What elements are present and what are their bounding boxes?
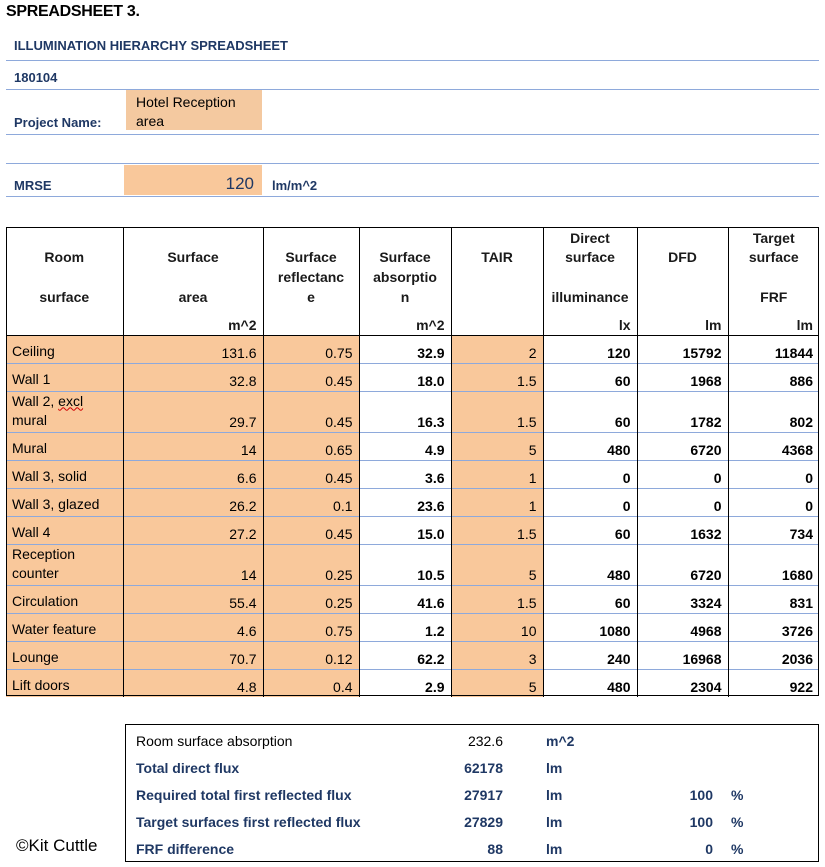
- summary-value: 88: [487, 841, 503, 857]
- direct-illuminance-cell[interactable]: 1080: [543, 613, 637, 641]
- divider-line: [6, 60, 819, 61]
- mrse-value-cell[interactable]: [124, 165, 262, 195]
- surface-reflectance-cell[interactable]: 0.1: [263, 488, 359, 516]
- room-surface-cell[interactable]: Ceiling: [6, 335, 123, 363]
- summary-value: 232.6: [467, 733, 503, 749]
- summary-box: [125, 724, 819, 862]
- tair-cell[interactable]: 1.5: [451, 363, 543, 391]
- dfd-cell[interactable]: 15792: [637, 335, 728, 363]
- surface-absorption-cell[interactable]: 16.3: [359, 391, 451, 432]
- room-name-line-2: mural: [12, 411, 48, 428]
- target-frf-cell[interactable]: 802: [728, 391, 819, 432]
- target-frf-cell[interactable]: 0: [728, 460, 819, 488]
- summary-unit: lm: [546, 841, 563, 857]
- summary-unit: lm: [546, 760, 563, 776]
- spreadsheet-subtitle: ILLUMINATION HIERARCHY SPREADSHEET: [14, 38, 288, 53]
- direct-illuminance-cell[interactable]: 0: [543, 460, 637, 488]
- direct-illuminance-cell[interactable]: 60: [543, 516, 637, 544]
- header-unit: m^2: [416, 316, 445, 333]
- surface-area-cell[interactable]: 27.2: [123, 516, 263, 544]
- table-border: [6, 227, 819, 696]
- surface-absorption-cell[interactable]: 4.9: [359, 432, 451, 460]
- summary-value: 62178: [464, 760, 503, 776]
- header-surface-area: Surface area m^2: [123, 227, 263, 335]
- room-name-line-1: Reception: [12, 545, 76, 562]
- divider-line: [6, 163, 819, 164]
- room-surface-cell[interactable]: Wall 4: [6, 516, 123, 544]
- header-tair: TAIR: [451, 227, 543, 335]
- surface-reflectance-cell[interactable]: 0.45: [263, 516, 359, 544]
- dfd-cell[interactable]: 1968: [637, 363, 728, 391]
- room-surface-cell[interactable]: Lift doors: [6, 669, 123, 697]
- header-target-surface-frf: Target surface FRF lm: [728, 227, 819, 335]
- surface-absorption-cell[interactable]: 23.6: [359, 488, 451, 516]
- project-name-cell[interactable]: [126, 90, 262, 130]
- header-surface-reflectance: Surface reflectanc e: [263, 227, 359, 335]
- summary-value: 27917: [464, 787, 503, 803]
- room-surface-cell[interactable]: Wall 1: [6, 363, 123, 391]
- target-frf-cell[interactable]: 886: [728, 363, 819, 391]
- summary-row: [126, 783, 818, 810]
- room-surface-cell[interactable]: Wall 3, solid: [6, 460, 123, 488]
- direct-illuminance-cell[interactable]: 240: [543, 641, 637, 669]
- dfd-cell[interactable]: 3324: [637, 585, 728, 613]
- sheet-code: 180104: [14, 70, 58, 85]
- dfd-cell[interactable]: 0: [637, 460, 728, 488]
- room-surface-cell[interactable]: Circulation: [6, 585, 123, 613]
- header-unit: m^2: [228, 316, 257, 333]
- copyright-notice: ©Kit Cuttle: [16, 836, 98, 855]
- surface-area-cell[interactable]: 14: [123, 544, 263, 585]
- surface-reflectance-cell[interactable]: 0.4: [263, 669, 359, 697]
- direct-illuminance-cell[interactable]: 480: [543, 544, 637, 585]
- tair-cell[interactable]: 5: [451, 669, 543, 697]
- summary-percent: 100: [689, 814, 713, 830]
- summary-percent: 100: [689, 787, 713, 803]
- surface-area-cell[interactable]: 32.8: [123, 363, 263, 391]
- room-surface-cell[interactable]: Wall 3, glazed: [6, 488, 123, 516]
- surface-reflectance-cell[interactable]: 0.25: [263, 544, 359, 585]
- direct-illuminance-cell[interactable]: 60: [543, 585, 637, 613]
- header-unit: lx: [618, 316, 631, 333]
- header-unit: lm: [705, 316, 722, 333]
- surface-reflectance-cell[interactable]: 0.45: [263, 391, 359, 432]
- header-direct-surface-illuminance: Direct surface illuminance lx: [543, 227, 637, 335]
- header-unit: lm: [796, 316, 813, 333]
- summary-label: FRF difference: [136, 841, 235, 857]
- target-frf-cell[interactable]: 831: [728, 585, 819, 613]
- surface-area-cell[interactable]: 55.4: [123, 585, 263, 613]
- tair-cell[interactable]: 10: [451, 613, 543, 641]
- tair-cell[interactable]: 1.5: [451, 516, 543, 544]
- surface-area-cell[interactable]: 6.6: [123, 460, 263, 488]
- room-name-line-1: Wall 2,: [12, 392, 59, 409]
- summary-label: Room surface absorption: [136, 733, 293, 749]
- divider-line: [6, 196, 819, 197]
- summary-row: [126, 810, 818, 837]
- direct-illuminance-cell[interactable]: 120: [543, 335, 637, 363]
- summary-percent-unit: %: [731, 814, 744, 830]
- mrse-label: MRSE: [14, 178, 52, 193]
- header-room-surface: Room surface: [6, 227, 123, 335]
- surface-area-cell[interactable]: 131.6: [123, 335, 263, 363]
- tair-cell[interactable]: 1: [451, 460, 543, 488]
- summary-percent: 0: [705, 841, 713, 857]
- target-frf-cell[interactable]: 2036: [728, 641, 819, 669]
- summary-label: Total direct flux: [136, 760, 240, 776]
- header-dfd: DFD lm: [637, 227, 728, 335]
- direct-illuminance-cell[interactable]: 0: [543, 488, 637, 516]
- surface-reflectance-cell[interactable]: 0.75: [263, 613, 359, 641]
- direct-illuminance-cell[interactable]: 480: [543, 669, 637, 697]
- surface-reflectance-cell[interactable]: 0.75: [263, 335, 359, 363]
- target-frf-cell[interactable]: 0: [728, 488, 819, 516]
- dfd-cell[interactable]: 1632: [637, 516, 728, 544]
- surface-area-cell[interactable]: 29.7: [123, 391, 263, 432]
- surface-area-cell[interactable]: 26.2: [123, 488, 263, 516]
- summary-row: [126, 729, 818, 756]
- dfd-cell[interactable]: 6720: [637, 544, 728, 585]
- surface-reflectance-cell[interactable]: 0.45: [263, 363, 359, 391]
- summary-percent-unit: %: [731, 787, 744, 803]
- target-frf-cell[interactable]: 4368: [728, 432, 819, 460]
- dfd-cell[interactable]: 2304: [637, 669, 728, 697]
- surface-area-cell[interactable]: 70.7: [123, 641, 263, 669]
- target-frf-cell[interactable]: 11844: [728, 335, 819, 363]
- surface-reflectance-cell[interactable]: 0.65: [263, 432, 359, 460]
- dfd-cell[interactable]: 1782: [637, 391, 728, 432]
- surface-absorption-cell[interactable]: 10.5: [359, 544, 451, 585]
- direct-illuminance-cell[interactable]: 480: [543, 432, 637, 460]
- tair-cell[interactable]: 5: [451, 432, 543, 460]
- surface-absorption-cell[interactable]: 1.2: [359, 613, 451, 641]
- summary-unit: lm: [546, 787, 563, 803]
- summary-unit: lm: [546, 814, 563, 830]
- summary-label: Required total first reflected flux: [136, 787, 352, 803]
- project-name-label: Project Name:: [14, 115, 102, 130]
- sheet-title: SPREADSHEET 3.: [6, 3, 140, 20]
- surface-reflectance-cell[interactable]: 0.12: [263, 641, 359, 669]
- header-surface-absorption: Surface absorptio n m^2: [359, 227, 451, 335]
- target-frf-cell[interactable]: 3726: [728, 613, 819, 641]
- surface-absorption-cell[interactable]: 41.6: [359, 585, 451, 613]
- dfd-cell[interactable]: 16968: [637, 641, 728, 669]
- surface-absorption-cell[interactable]: 18.0: [359, 363, 451, 391]
- surface-area-cell[interactable]: 4.8: [123, 669, 263, 697]
- summary-row: [126, 756, 818, 783]
- room-name-line-2: counter: [12, 564, 59, 581]
- surface-absorption-cell[interactable]: 62.2: [359, 641, 451, 669]
- dfd-cell[interactable]: 6720: [637, 432, 728, 460]
- surface-area-cell[interactable]: 14: [123, 432, 263, 460]
- summary-label: Target surfaces first reflected flux: [136, 814, 361, 830]
- summary-row: [126, 837, 818, 864]
- surface-reflectance-cell[interactable]: 0.45: [263, 460, 359, 488]
- direct-illuminance-cell[interactable]: 60: [543, 363, 637, 391]
- dfd-cell[interactable]: 0: [637, 488, 728, 516]
- mrse-unit: lm/m^2: [272, 178, 318, 193]
- surface-absorption-cell[interactable]: 32.9: [359, 335, 451, 363]
- room-surface-cell[interactable]: Lounge: [6, 641, 123, 669]
- surface-absorption-cell[interactable]: 15.0: [359, 516, 451, 544]
- target-frf-cell[interactable]: 734: [728, 516, 819, 544]
- target-frf-cell[interactable]: 1680: [728, 544, 819, 585]
- surface-absorption-cell[interactable]: 3.6: [359, 460, 451, 488]
- summary-unit: m^2: [546, 733, 575, 749]
- divider-line: [6, 134, 819, 135]
- tair-cell[interactable]: 5: [451, 544, 543, 585]
- surface-area-cell[interactable]: 4.6: [123, 613, 263, 641]
- summary-percent-unit: %: [731, 841, 744, 857]
- tair-cell[interactable]: 1.5: [451, 391, 543, 432]
- project-name-line-2: area: [136, 113, 165, 129]
- tair-cell[interactable]: 2: [451, 335, 543, 363]
- target-frf-cell[interactable]: 922: [728, 669, 819, 697]
- dfd-cell[interactable]: 4968: [637, 613, 728, 641]
- surface-absorption-cell[interactable]: 2.9: [359, 669, 451, 697]
- tair-cell[interactable]: 3: [451, 641, 543, 669]
- direct-illuminance-cell[interactable]: 60: [543, 391, 637, 432]
- mrse-value: 120: [225, 174, 254, 193]
- room-surface-cell[interactable]: Water feature: [6, 613, 123, 641]
- spellcheck-word: excl: [58, 392, 84, 409]
- surface-reflectance-cell[interactable]: 0.25: [263, 585, 359, 613]
- tair-cell[interactable]: 1.5: [451, 585, 543, 613]
- summary-value: 27829: [464, 814, 503, 830]
- project-name-line-1: Hotel Reception: [136, 94, 236, 110]
- room-surface-cell[interactable]: Mural: [6, 432, 123, 460]
- tair-cell[interactable]: 1: [451, 488, 543, 516]
